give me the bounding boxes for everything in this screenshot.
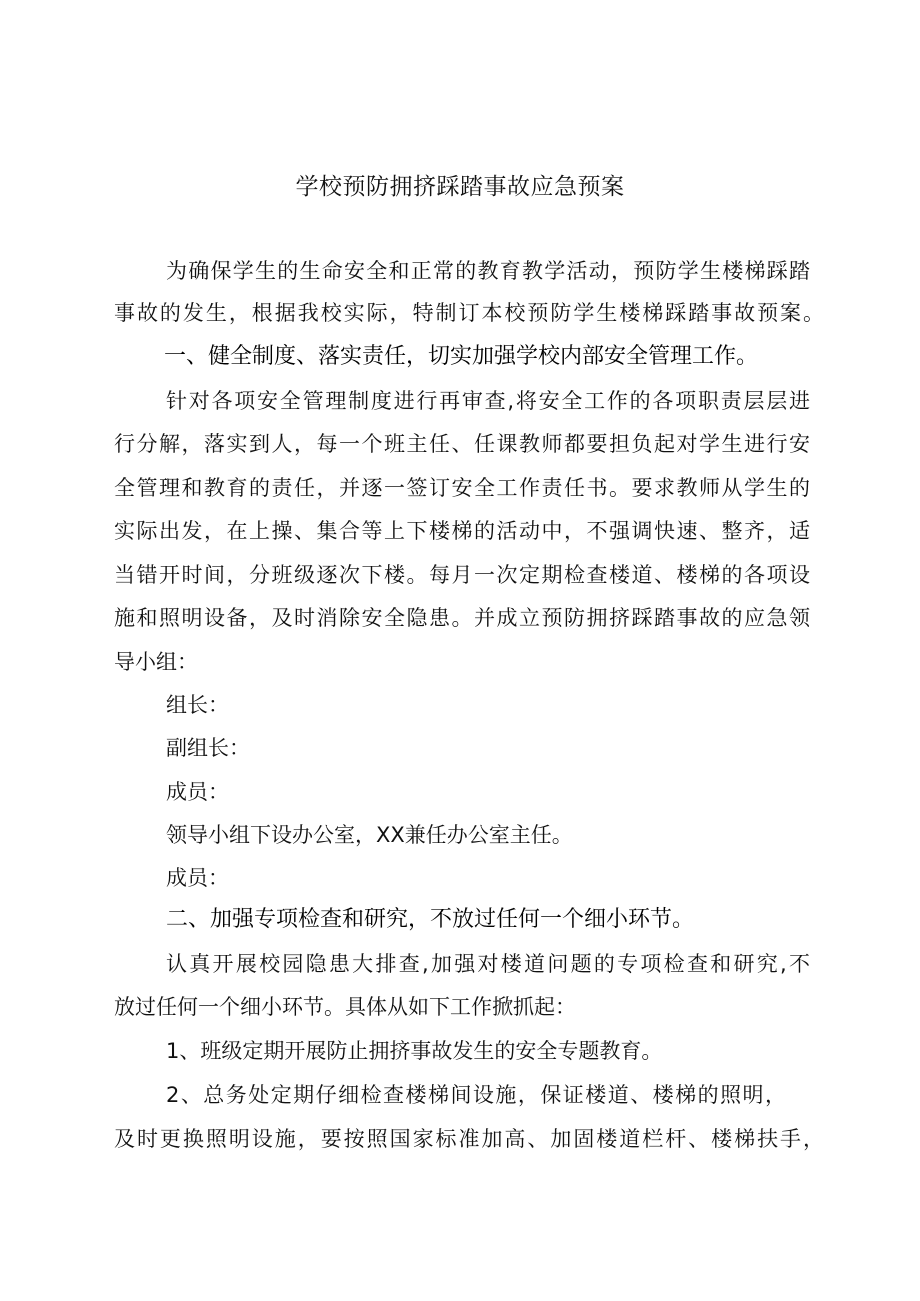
members-label-2: 成员： <box>166 866 229 890</box>
intro-line-1: 为确保学生的生命安全和正常的教育教学活动，预防学生楼梯踩踏 <box>166 259 810 283</box>
document-title: 学校预防拥挤踩踏事故应急预案 <box>295 174 625 200</box>
members-label-1: 成员： <box>166 780 229 804</box>
item-2-line-1: 2、总务处定期仔细检查楼梯间设施，保证楼道、楼梯的照明， <box>166 1083 786 1107</box>
section1-line-6: 施和照明设备，及时消除安全隐患。并成立预防拥挤踩踏事故的应急领 <box>114 606 810 630</box>
item-2-line-2: 及时更换照明设施，要按照国家标准加高、加固楼道栏杆、楼梯扶手， <box>114 1127 824 1151</box>
section1-heading: 一、健全制度、落实责任，切实加强学校内部安全管理工作。 <box>164 344 759 369</box>
section2-heading: 二、加强专项检查和研究，不放过任何一个细小环节。 <box>166 907 695 932</box>
intro-line-2: 事故的发生，根据我校实际，特制订本校预防学生楼梯踩踏事故预案。 <box>114 301 824 325</box>
office-note: 领导小组下设办公室，XX兼任办公室主任。 <box>166 823 573 847</box>
deputy-leader-label: 副组长： <box>166 736 250 760</box>
group-leader-label: 组长： <box>166 693 229 717</box>
section1-line-1: 针对各项安全管理制度进行再审查,将安全工作的各项职责层层进 <box>166 389 810 413</box>
section1-line-5: 当错开时间，分班级逐次下楼。每月一次定期检查楼道、楼梯的各项设 <box>114 563 810 587</box>
section1-line-4: 实际出发，在上操、集合等上下楼梯的活动中，不强调快速、整齐，适 <box>114 519 810 543</box>
section2-line-1: 认真开展校园隐患大排查,加强对楼道问题的专项检查和研究,不 <box>166 952 810 976</box>
item-1: 1、班级定期开展防止拥挤事故发生的安全专题教育。 <box>166 1039 663 1063</box>
section1-line-7: 导小组： <box>114 650 198 674</box>
section2-line-2: 放过任何一个细小环节。具体从如下工作掀抓起： <box>114 995 576 1019</box>
section1-line-3: 全管理和教育的责任，并逐一签订安全工作责任书。要求教师从学生的 <box>114 476 810 500</box>
section1-line-2: 行分解，落实到人，每一个班主任、任课教师都要担负起对学生进行安 <box>114 432 810 456</box>
